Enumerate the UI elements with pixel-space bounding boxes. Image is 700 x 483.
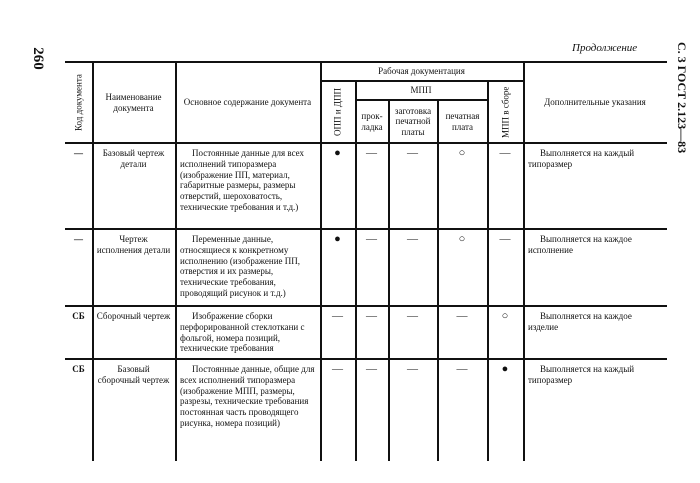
name-cell: Чертеж исполнения детали: [96, 234, 171, 255]
code-cell: СБ: [72, 311, 85, 321]
standard-header: С. 3 ГОСТ 2.123—83: [675, 42, 689, 154]
opp-cell: ●: [334, 147, 341, 159]
content-cell: Переменные данные, относящиеся к конкретному исполнению (изображение ПП, отверстия и их размеры, технические требования, проводящий рисунок и т.д.): [180, 234, 301, 298]
header-working-docs: Рабочая документация: [378, 65, 465, 76]
code-cell: СБ: [72, 364, 85, 374]
assembly-cell: ○: [501, 310, 509, 322]
header-opp-dpp: ОПП и ДПП: [332, 88, 343, 136]
board-cell: —: [456, 363, 468, 375]
assembly-cell: —: [499, 233, 511, 245]
opp-cell: ●: [334, 233, 341, 245]
header-notes: Дополнительные указания: [544, 97, 646, 108]
header-board: печатная плата: [445, 111, 480, 132]
header-code: Код документа: [73, 74, 84, 131]
header-blank: заготовка печатной платы: [394, 105, 432, 137]
header-mpp: МПП: [410, 84, 432, 95]
content-cell: Постоянные данные, общие для всех исполнений типоразмера (изображение МПП, размеры, разрезы, технические требования постоянная часть проводящего рисунка, номера позиций): [180, 364, 315, 428]
notes-cell: Выполняется на каждый типоразмер: [528, 364, 635, 385]
spacer-cell: —: [366, 363, 377, 375]
notes-cell: Выполняется на каждое исполнение: [528, 234, 632, 255]
spacer-cell: —: [366, 233, 377, 245]
blank-cell: —: [407, 363, 418, 375]
spacer-cell: —: [366, 147, 377, 159]
blank-cell: —: [407, 233, 418, 245]
board-cell: —: [456, 310, 468, 322]
opp-cell: —: [332, 310, 343, 322]
assembly-cell: —: [499, 147, 511, 159]
board-cell: ○: [458, 147, 466, 159]
header-spacer: прок-ладка: [361, 111, 383, 132]
content-cell: Изображение сборки перфорированной стеклоткани с фольгой, номера позиций, технические требования: [180, 311, 305, 354]
notes-cell: Выполняется на каждое изделие: [528, 311, 632, 332]
spacer-cell: —: [366, 310, 377, 322]
header-content: Основное содержание документа: [183, 97, 312, 108]
name-cell: Базовый сборочный чертеж: [97, 364, 170, 385]
notes-cell: Выполняется на каждый типоразмер: [528, 148, 635, 169]
opp-cell: —: [332, 363, 343, 375]
code-cell: —: [74, 234, 83, 244]
board-cell: ○: [458, 233, 466, 245]
name-cell: Базовый чертеж детали: [102, 148, 165, 169]
blank-cell: —: [407, 310, 418, 322]
content-cell: Постоянные данные для всех исполнений типоразмера (изображение ПП, материал, габаритные размеры, размеры отверстий, шероховатость, технические требования и т.д.): [180, 148, 305, 212]
blank-cell: —: [407, 147, 418, 159]
page-number: 260: [29, 47, 46, 70]
header-mpp-assembly: МПП в сборе: [500, 86, 511, 138]
name-cell: Сборочный чертеж: [96, 311, 171, 321]
assembly-cell: ●: [501, 363, 509, 375]
code-cell: —: [74, 148, 83, 158]
header-name: Наименование документа: [105, 92, 162, 113]
continuation-label: Продолжение: [572, 42, 638, 54]
